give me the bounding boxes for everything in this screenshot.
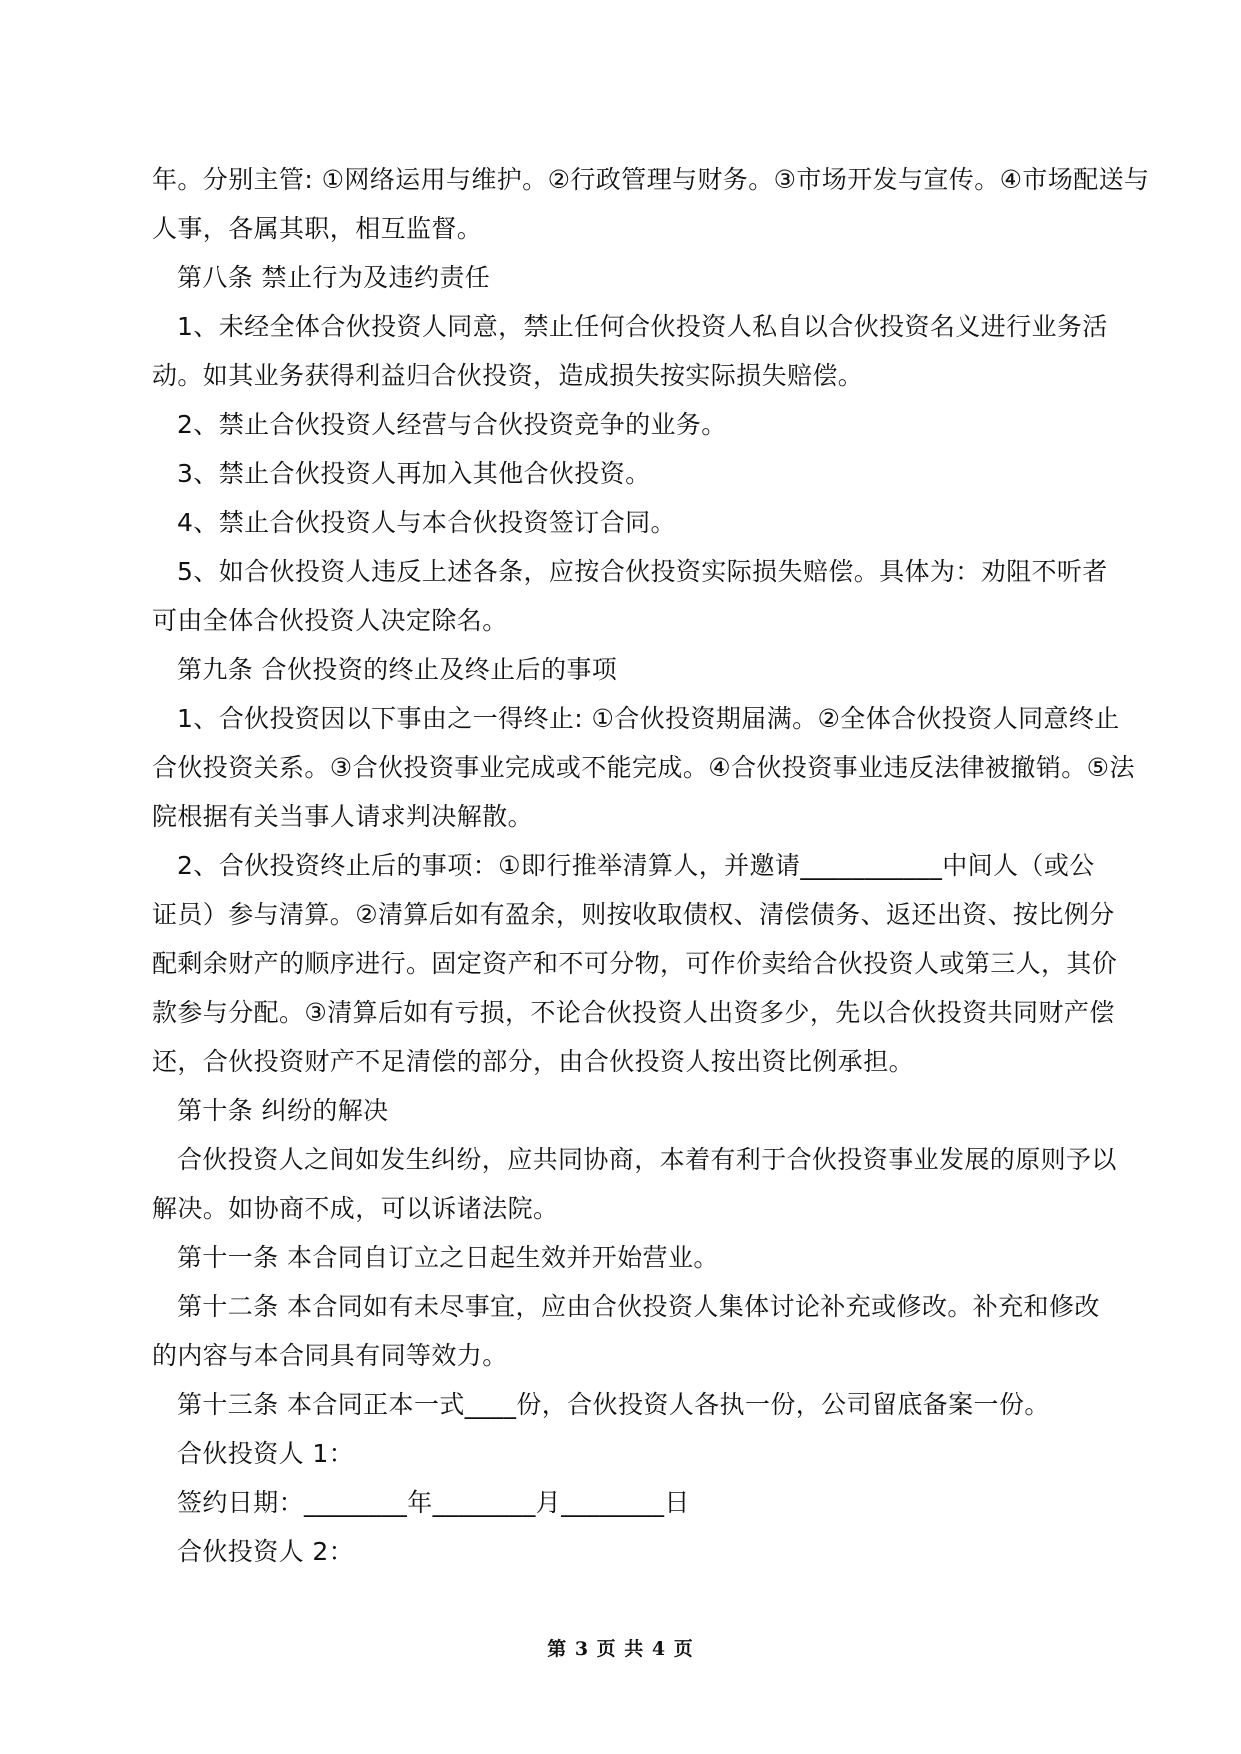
text-line: 1、合伙投资因以下事由之一得终止: ①合伙投资期届满。②全体合伙投资人同意终止: [177, 704, 1120, 733]
text-line: 合伙投资人之间如发生纠纷，应共同协商，本着有利于合伙投资事业发展的原则予以: [177, 1145, 1117, 1174]
signing-date: 签约日期：________年________月________日: [177, 1488, 690, 1517]
text-line: 年。分别主管: ①网络运用与维护。②行政管理与财务。③市场开发与宣传。④市场配送与: [152, 165, 1150, 194]
text-line: 的内容与本合同具有同等效力。: [152, 1341, 508, 1370]
text-line: 款参与分配。③清算后如有亏损，不论合伙投资人出资多少，先以合伙投资共同财产偿: [152, 998, 1115, 1027]
text-line: 还，合伙投资财产不足清偿的部分，由合伙投资人按出资比例承担。: [152, 1047, 915, 1076]
section-heading: 第十三条 本合同正本一式____份，合伙投资人各执一份，公司留底备案一份。: [177, 1390, 1050, 1419]
section-heading: 第十一条 本合同自订立之日起生效并开始营业。: [177, 1243, 719, 1272]
text-line: 5、如合伙投资人违反上述各条，应按合伙投资实际损失赔偿。具体为：劝阻不听者: [177, 557, 1108, 586]
text-line: 1、未经全体合伙投资人同意，禁止任何合伙投资人私自以合伙投资名义进行业务活: [177, 312, 1108, 341]
text-line: 2、禁止合伙投资人经营与合伙投资竞争的业务。: [177, 410, 727, 439]
section-heading: 第八条 禁止行为及违约责任: [177, 263, 491, 292]
text-line: 动。如其业务获得利益归合伙投资，造成损失按实际损失赔偿。: [152, 361, 864, 390]
text-line: 2、合伙投资终止后的事项：①即行推举清算人，并邀请___________中间人（或公: [177, 851, 1095, 880]
text-line: 可由全体合伙投资人决定除名。: [152, 606, 508, 635]
text-line: 院根据有关当事人请求判决解散。: [152, 802, 534, 831]
section-heading: 第十条 纠纷的解决: [177, 1096, 389, 1125]
text-line: 人事，各属其职，相互监督。: [152, 214, 483, 243]
text-line: 4、禁止合伙投资人与本合伙投资签订合同。: [177, 508, 676, 537]
text-line: 合伙投资关系。③合伙投资事业完成或不能完成。④合伙投资事业违反法律被撤销。⑤法: [152, 753, 1135, 782]
page-number: 第 3 页 共 4 页: [547, 1638, 694, 1660]
signature-label: 合伙投资人 1：: [177, 1439, 355, 1468]
signature-label: 合伙投资人 2：: [177, 1537, 355, 1566]
document-body: [152, 155, 1150, 1576]
text-line: 证员）参与清算。②清算后如有盈余，则按收取债权、清偿债务、返还出资、按比例分: [152, 900, 1115, 929]
section-heading: 第十二条 本合同如有未尽事宜，应由合伙投资人集体讨论补充或修改。补充和修改: [177, 1292, 1100, 1321]
text-line: 解决。如协商不成，可以诉诸法院。: [152, 1194, 559, 1223]
text-line: 3、禁止合伙投资人再加入其他合伙投资。: [177, 459, 651, 488]
text-line: 配剩余财产的顺序进行。固定资产和不可分物，可作价卖给合伙投资人或第三人，其价: [152, 949, 1118, 978]
section-heading: 第九条 合伙投资的终止及终止后的事项: [177, 655, 618, 684]
